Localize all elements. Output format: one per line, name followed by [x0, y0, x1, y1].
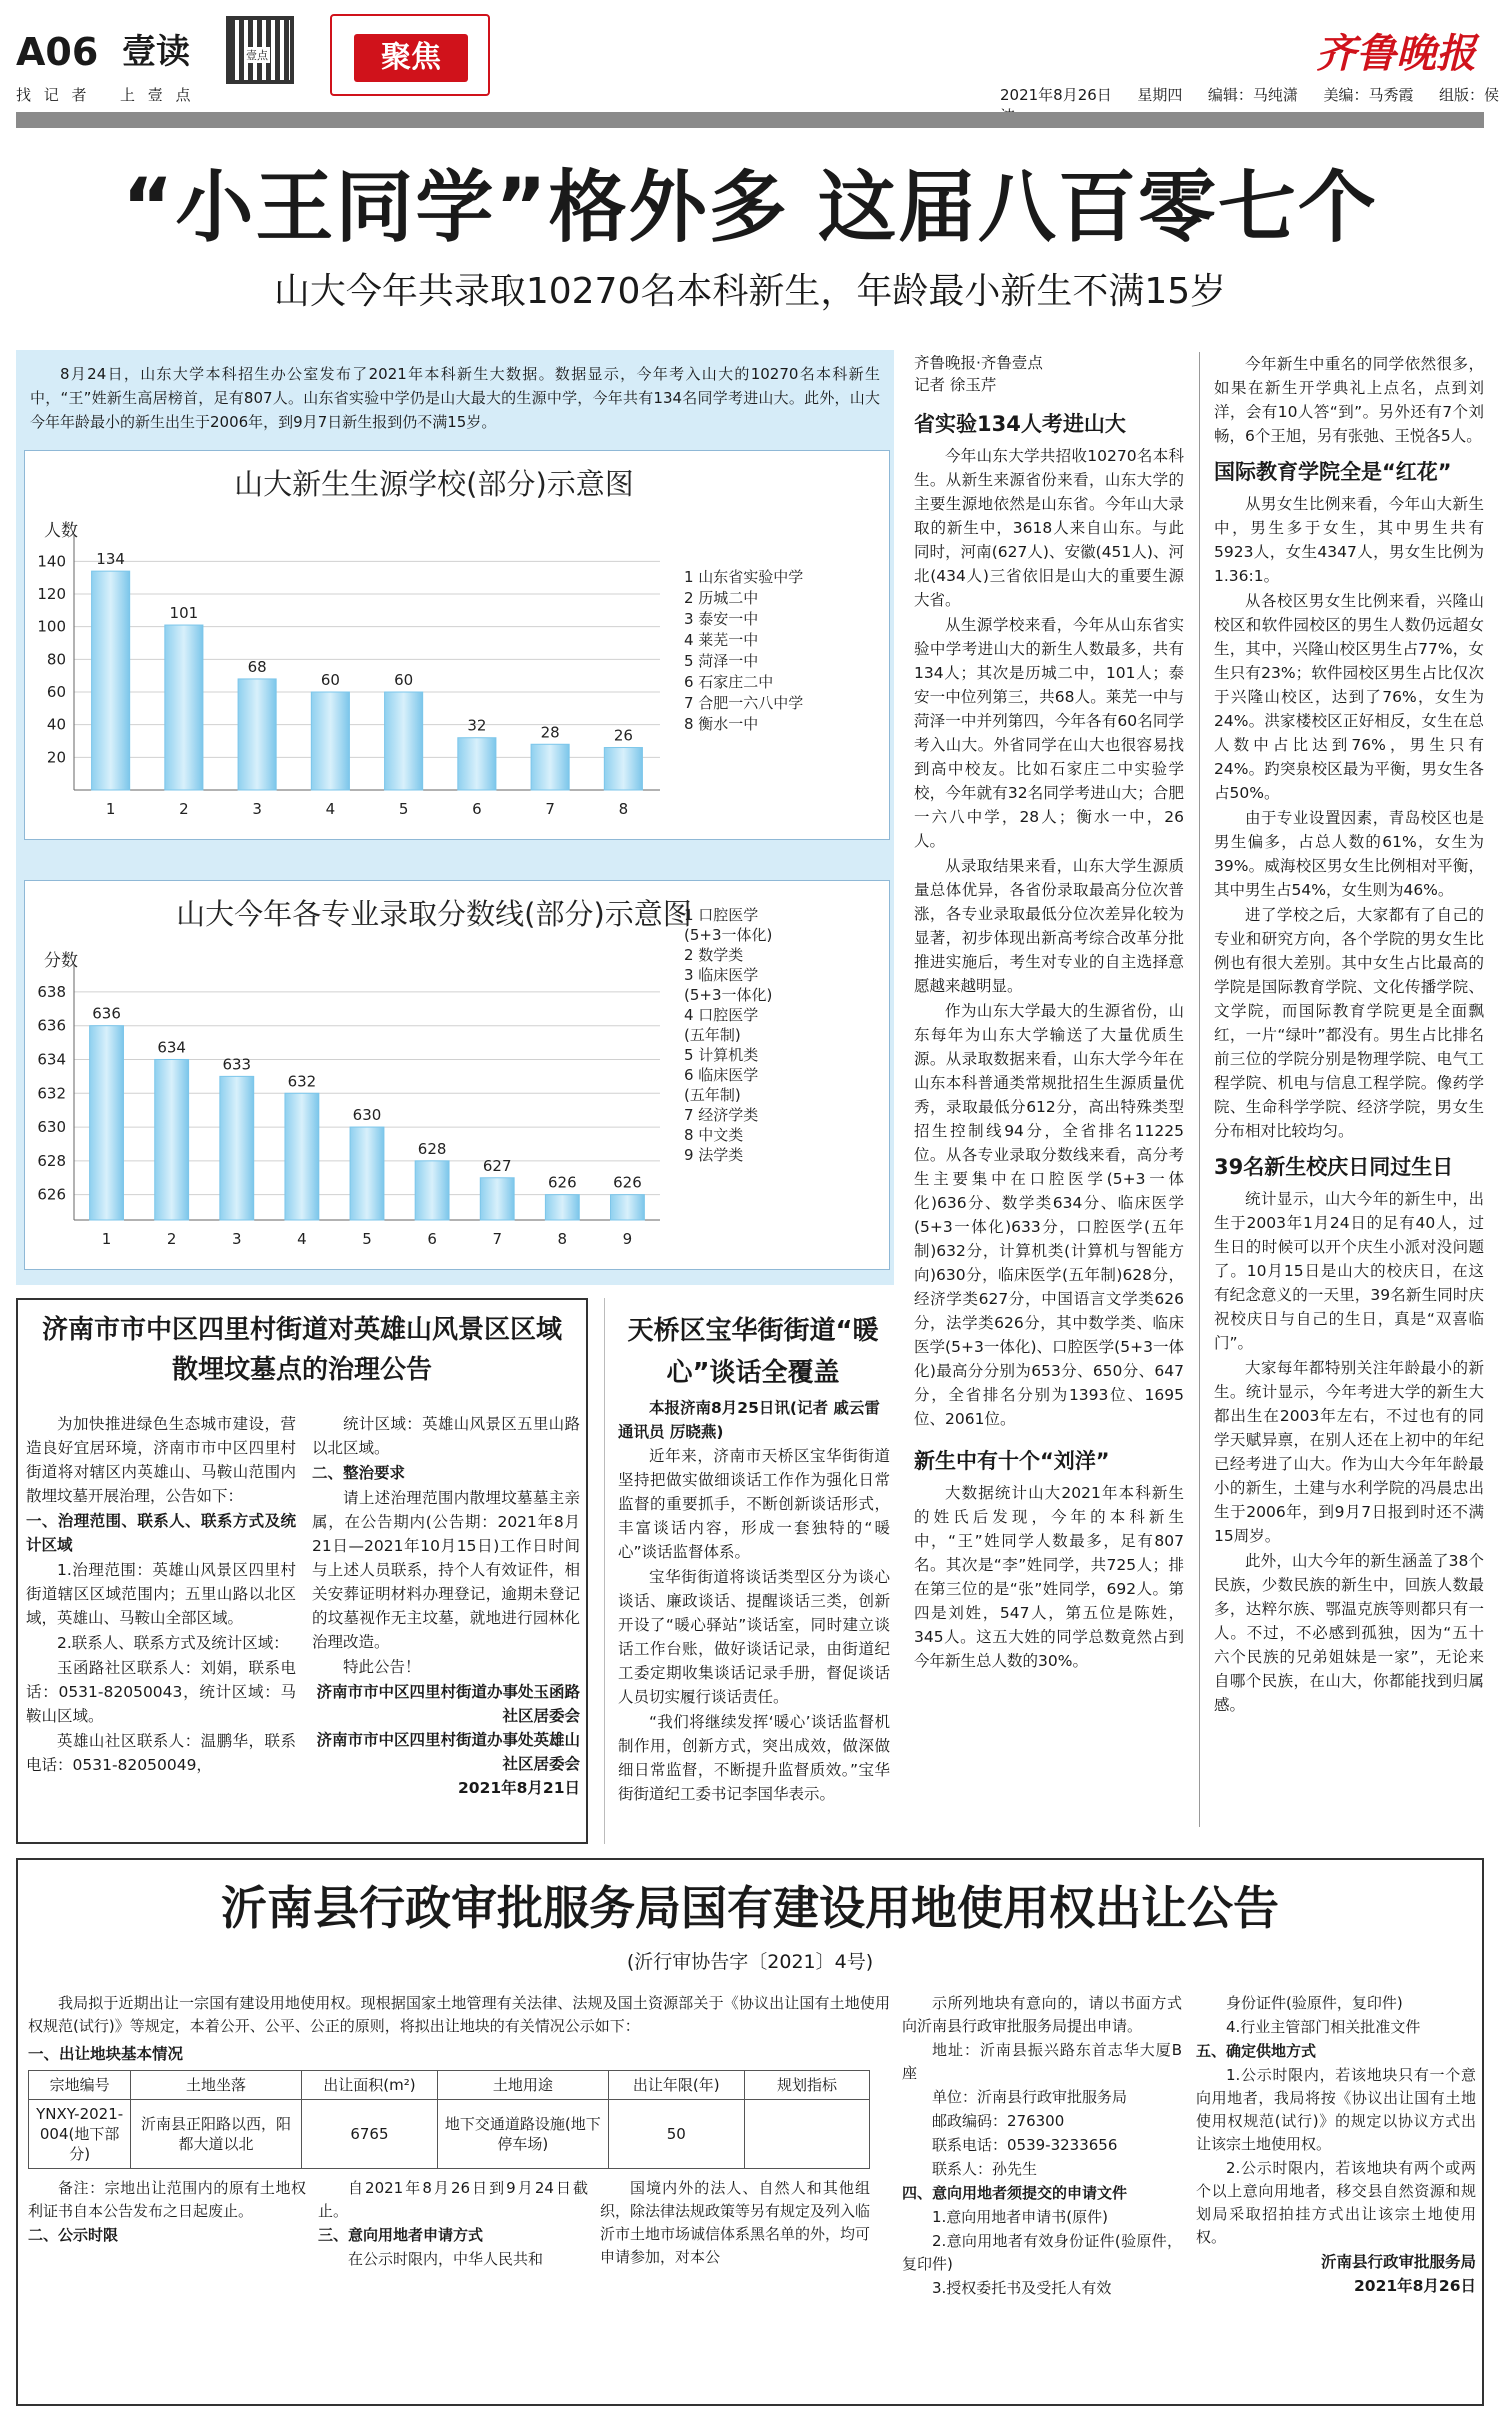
paragraph: 一、治理范围、联系人、联系方式及统计区域	[26, 1512, 296, 1554]
paragraph: 4.行业主管部门相关批准文件	[1226, 2018, 1421, 2036]
headline: “小王同学”格外多 这届八百零七个	[122, 163, 1378, 253]
paragraph: 地址：沂南县振兴路东首志华大厦B座	[902, 2041, 1182, 2082]
notice2-col-5	[1196, 1992, 1476, 2402]
x-tick-label: 8	[557, 1230, 568, 1248]
x-tick-label: 5	[362, 1230, 372, 1248]
header-tagline-right: 上 壹 点	[120, 86, 195, 104]
paragraph: 从录取结果来看，山东大学生源质量总体优异，各省份录取最高分位次普涨，各专业录取最低分位次差异化较为显著，初步体现出新高考综合改革分批推进实施后，考生对专业的自主选择意愿越来越明显。	[914, 857, 1184, 995]
paragraph: 联系人：孙先生	[932, 2160, 1038, 2178]
bar	[611, 1195, 645, 1220]
bar	[165, 625, 203, 790]
data-label: 26	[613, 726, 633, 745]
notice2-sec1: 一、出让地块基本情况	[28, 2045, 184, 2063]
table-cell: YNXY-2021-004(地下部分)	[29, 2100, 131, 2169]
subhead-3: 国际教育学院全是“红花”	[1214, 460, 1452, 484]
subhead-4: 39名新生校庆日同过生日	[1214, 1155, 1454, 1179]
paragraph: 示所列地块有意向的，请以书面方式向沂南县行政审批服务局提出申请。	[902, 1994, 1182, 2035]
data-label: 626	[613, 1173, 642, 1192]
article-col2-body-b	[914, 1481, 1184, 1673]
y-tick-label: 40	[46, 715, 66, 734]
y-tick-label: 630	[37, 1118, 66, 1137]
x-tick-label: 9	[622, 1230, 633, 1248]
column-rule	[1199, 352, 1200, 1827]
x-tick-label: 5	[398, 800, 409, 818]
data-label: 633	[222, 1055, 252, 1074]
legend-item: (5+3一体化)	[684, 986, 773, 1004]
paragraph: 此外，山大今年的新生涵盖了38个民族，少数民族的新生中，回族人数最多，达粹尔族、鄂温克族等则都只有一人。不过，不必感到孤独，因为“五十六个民族的兄弟姐妹是一家”，无论来自哪个民族，在山大，你都能找到归属感。	[1214, 1552, 1484, 1714]
legend-item: 1 山东省实验中学	[684, 568, 804, 586]
table-header-cell: 宗地编号	[29, 2071, 131, 2100]
data-label: 634	[157, 1038, 186, 1057]
issue-date: 2021年8月26日	[1000, 86, 1112, 104]
x-tick-label: 2	[179, 800, 189, 818]
paragraph: 邮政编码：276300	[932, 2112, 1065, 2130]
data-label: 60	[320, 671, 340, 689]
lead-paragraph: 8月24日，山东大学本科招生办公室发布了2021年本科新生大数据。数据显示，今年考入山大的10270名本科新生中，“王”姓新生高居榜首，足有807人。山东省实验中学仍是山大最大的生源中学，今年共有134名同学考进山大。此外，山大今年年龄最小的新生出生于2006年，到9月7日新生报到仍不满15岁。	[30, 365, 880, 431]
bar	[92, 571, 130, 790]
y-tick-label: 20	[46, 748, 66, 767]
notice1-col2-body	[312, 1412, 580, 1679]
notice2-col5-body	[1196, 1992, 1476, 2249]
bar	[350, 1127, 384, 1220]
y-tick-label: 60	[46, 683, 66, 701]
table-header-cell: 规划指标	[744, 2071, 869, 2100]
data-label: 627	[482, 1156, 512, 1175]
x-tick-label: 3	[252, 800, 262, 818]
legend-item: (5+3一体化)	[684, 926, 773, 944]
notice2-after-table	[28, 2177, 306, 2272]
table-cell: 50	[608, 2100, 744, 2169]
chart-major-scores	[24, 880, 890, 1270]
table-header-cell: 出让年限(年)	[608, 2071, 744, 2100]
section-badge	[330, 14, 490, 96]
paragraph: 请上述治理范围内散埋坟墓墓主亲属，在公告期内(公告期：2021年8月21日—2021年10月15日)工作日时间与上述人员联系，持个人有效证件，相关安葬证明材料办理登记，逾期未登记的坟墓视作无主坟墓，就地进行园林化治理改造。	[312, 1489, 580, 1651]
notice2-col-3	[600, 2177, 870, 2272]
paragraph: 由于专业设置因素，青岛校区也是男生偏多，占总人数的61%，女生为39%。威海校区男女生比例相对平衡，其中男生占54%，女生则为46%。	[1214, 809, 1484, 899]
notice2-col-1	[28, 1992, 890, 2402]
notice1-col-2	[312, 1412, 580, 1837]
paragraph: 作为山东大学最大的生源省份，山东每年为山东大学输送了大量优质生源。从录取数据来看，山东大学今年在山东本科普通类常规批招生生源质量优秀，录取最低分612分，高出特殊类型招生控制线94分，全省排名11225位。从各专业录取分数线来看，高分考生主要集中在口腔医学(5+3一体化)636分、数学类634分、临床医学(5+3一体化)633分，口腔医学(五年制)632分，计算机类(计算机与智能方向)630分，临床医学(五年制)628分，经济学类627分，中国语言文学类626分，法学类626分，其中数学类、临床医学(5+3一体化)、口腔医学(5+3一体化)最高分分别为653分、650分、647分，全省排名分别为1393位、1695位、2061位。	[914, 1002, 1184, 1428]
paragraph: 二、公示时限	[28, 2226, 119, 2244]
paragraph: 在公示时限内，中华人民共和	[348, 2250, 544, 2268]
notice2-signer: 沂南县行政审批服务局	[1320, 2253, 1476, 2271]
paragraph: 联系电话：0539-3233656	[932, 2136, 1118, 2154]
notice1-title: 济南市市中区四里村街道对英雄山风景区区域散埋坟墓点的治理公告	[41, 1315, 562, 1385]
legend-item: 7 合肥一六八中学	[684, 694, 804, 712]
paragraph: 备注：宗地出让范围内的原有土地权利证书自本公告发布之日起废止。	[28, 2179, 306, 2220]
paragraph: 大家每年都特别关注年龄最小的新生。统计显示，今年考进大学的新生大都出生在2003年左右，不过也有的同学天赋异禀，在别人还在上初中的年纪已经考进了山大。作为山大今年年龄最小的新生，土建与水利学院的冯晨忠出生于2006年，到9月7日报到时还不满15周岁。	[1214, 1359, 1484, 1545]
paragraph: 三、意向用地者申请方式	[318, 2226, 484, 2244]
paragraph: 2.公示时限内，若该地块有两个或两个以上意向用地者，移交县自然资源和规划局采取招拍挂方式出让该宗土地使用权。	[1196, 2159, 1476, 2246]
bar	[458, 738, 496, 790]
bar	[415, 1161, 449, 1220]
table-header-cell: 土地用途	[438, 2071, 608, 2100]
legend-item: 5 计算机类	[684, 1046, 759, 1064]
notice2-doc-no: (沂行审协告字〔2021〕4号)	[626, 1951, 874, 1973]
y-axis-label: 分数	[44, 951, 78, 971]
legend-item: 9 法学类	[684, 1146, 744, 1164]
paragraph: 从生源学校来看，今年从山东省实验中学考进山大的新生人数最多，共有134人；其次是历城二中，101人；泰安一中位列第三，共68人。莱芜一中与菏泽一中并列第四，今年各有60名同学考入山大。外省同学在山大也很容易找到高中校友。比如石家庄二中实验学校，今年就有32名同学考进山大；合肥一六八中学，28人；衡水一中，26人。	[914, 616, 1184, 850]
table-cell: 沂南县正阳路以西，阳都大道以北	[131, 2100, 301, 2169]
data-label: 630	[352, 1106, 382, 1125]
news2-body	[618, 1396, 890, 1841]
bar	[531, 744, 569, 790]
paragraph: 今年山东大学共招收10270名本科生。从新生来源省份来看，山东大学的主要生源地依然是山东省。今年山大录取的新生中，3618人来自山东。与此同时，河南(627人)、安徽(451人)、河北(434人)三省依旧是山大的重要生源大省。	[914, 447, 1184, 609]
legend-item: 4 莱芜一中	[684, 631, 759, 649]
x-tick-label: 6	[472, 800, 482, 818]
article-col-3	[1214, 352, 1484, 1827]
notice2-date: 2021年8月26日	[1354, 2277, 1476, 2295]
notice1-date: 2021年8月21日	[458, 1779, 580, 1797]
table-header-cell: 出让面积(m²)	[301, 2071, 437, 2100]
bar	[480, 1178, 514, 1220]
y-tick-label: 80	[46, 650, 66, 669]
bar	[220, 1076, 254, 1220]
news2-title: 天桥区宝华街街道“暖心”谈话全覆盖	[627, 1316, 879, 1388]
paragraph: 特此公告！	[343, 1658, 421, 1676]
land-table-header	[29, 2071, 870, 2100]
editor-credit: 编辑：马纯潇	[1207, 86, 1298, 104]
table-header-cell: 土地坐落	[131, 2071, 301, 2100]
article-col-2	[914, 352, 1184, 1827]
x-tick-label: 6	[427, 1230, 437, 1248]
table-row	[29, 2100, 870, 2169]
header-rule	[16, 112, 1484, 128]
legend-item: 3 临床医学	[684, 966, 759, 984]
paragraph: 五、确定供地方式	[1196, 2042, 1317, 2060]
bar	[238, 679, 276, 790]
y-tick-label: 140	[37, 552, 66, 571]
data-label: 32	[467, 716, 487, 735]
legend-item: 6 石家庄二中	[684, 673, 774, 691]
legend-item: 2 历城二中	[684, 589, 759, 607]
weekday: 星期四	[1137, 86, 1183, 104]
x-tick-label: 2	[166, 1230, 177, 1248]
byline: 齐鲁晚报·齐鲁壹点 记者 徐玉芹	[914, 354, 1043, 394]
chart-title: 山大新生生源学校(部分)示意图	[234, 467, 634, 501]
paragraph: 2.联系人、联系方式及统计区域：	[57, 1634, 289, 1652]
paragraph: 统计区域：英雄山风景区五里山路以北区域。	[312, 1415, 580, 1457]
paragraph: 1.治理范围：英雄山风景区四里村街道辖区区域范围内；五里山路以北区域，英雄山、马鞍山全部区域。	[26, 1561, 296, 1627]
bar	[385, 692, 423, 790]
notice1-signer-2: 济南市市中区四里村街道办事处英雄山社区居委会	[316, 1731, 580, 1773]
x-tick-label: 1	[105, 800, 116, 818]
bar	[155, 1059, 189, 1220]
article-col2-body	[914, 444, 1184, 1431]
paragraph: 3.授权委托书及受托人有效	[932, 2279, 1112, 2297]
paragraph: 玉函路社区联系人：刘娟，联系电话：0531-82050043，统计区域：马鞍山区域。	[26, 1659, 296, 1725]
data-label: 101	[169, 604, 199, 623]
y-tick-label: 636	[37, 1016, 66, 1035]
table-cell: 6765	[301, 2100, 437, 2169]
legend-item: 8 中文类	[684, 1126, 744, 1144]
notice2-intro: 我局拟于近期出让一宗国有建设用地使用权。现根据国家土地管理有关法律、法规及国土资源部关于《协议出让国有土地使用权规范(试行)》等规定，本着公开、公平、公正的原则，将拟出让地块的有关情况公示如下：	[28, 1994, 890, 2035]
notice2-col-4	[902, 1992, 1182, 2402]
subhead-1: 省实验134人考进山大	[914, 412, 1126, 436]
page-number: A06	[16, 30, 99, 74]
paragraph: 英雄山社区联系人：温鹏华，联系电话：0531-82050049，	[26, 1732, 296, 1774]
paragraph: 进了学校之后，大家都有了自己的专业和研究方向，各个学院的男女生比例也有很大差别。其中女生占比最高的学院是国际教育学院、文化传播学院、文学院，而国际教育学院更是全面飘红，一片“绿叶”都没有。男生占比排名前三位的学院分别是物理学院、电气工程学院、机电与信息工程学院。像药学院、生命科学学院、经济学院，男女生分布相对比较均匀。	[1214, 906, 1484, 1140]
x-tick-label: 8	[618, 800, 629, 818]
paragraph: 从男女生比例来看，今年山大新生中，男生多于女生，其中男生共有5923人，女生4347人，男女生比例为1.36:1。	[1214, 495, 1484, 585]
news2-byline: 本报济南8月25日讯(记者 戚云雷 通讯员 厉晓燕)	[618, 1399, 880, 1441]
notice2-title: 沂南县行政审批服务局国有建设用地使用权出让公告	[221, 1881, 1279, 1935]
y-tick-label: 638	[37, 982, 66, 1001]
bar	[311, 692, 349, 790]
bar	[545, 1195, 579, 1220]
y-tick-label: 120	[37, 585, 66, 603]
subhead-2: 新生中有十个“刘洋”	[914, 1449, 1110, 1473]
x-tick-label: 4	[325, 800, 336, 818]
bar	[604, 748, 642, 790]
article-col3-body-b	[1214, 492, 1484, 1143]
legend-item: 7 经济学类	[684, 1106, 759, 1124]
legend-item: 4 口腔医学	[684, 1006, 759, 1024]
paragraph: 国境内外的法人、自然人和其他组织，除法律法规政策等另有规定及列入临沂市土地市场诚信体系黑名单的外，均可申请参加，对本公	[600, 2179, 871, 2266]
article-col3-body-c	[1214, 1187, 1484, 1717]
notice2-col-2	[318, 2177, 588, 2272]
sub-headline: 山大今年共录取10270名本科新生，年龄最小新生不满15岁	[273, 271, 1227, 312]
x-tick-label: 1	[101, 1230, 112, 1248]
data-label: 68	[247, 657, 267, 676]
news2-paragraphs	[618, 1444, 890, 1806]
paragraph: 近年来，济南市天桥区宝华街街道坚持把做实做细谈话工作作为强化日常监督的重要抓手，不断创新谈话形式，丰富谈话内容，形成一套独特的“暖心”谈话监督体系。	[618, 1447, 890, 1561]
data-label: 28	[540, 723, 560, 742]
y-tick-label: 634	[37, 1050, 66, 1069]
x-tick-label: 7	[545, 800, 555, 818]
header-tagline-left: 找 记 者	[16, 86, 91, 104]
paragraph: 为加快推进绿色生态城市建设，营造良好宜居环境，济南市市中区四里村街道将对辖区内英雄山、马鞍山范围内散埋坟墓开展治理，公告如下：	[26, 1415, 296, 1505]
land-table	[28, 2070, 870, 2169]
section-name: 壹读	[122, 32, 190, 72]
chart-background	[24, 450, 890, 840]
legend-item: 3 泰安一中	[684, 610, 759, 628]
legend-item: 1 口腔医学	[684, 906, 759, 924]
proof-credit: 组版：侯	[1439, 86, 1500, 104]
x-tick-label: 4	[297, 1230, 307, 1248]
y-tick-label: 632	[37, 1084, 66, 1103]
chart-source-schools	[24, 450, 890, 840]
table-cell	[744, 2100, 869, 2169]
paragraph: 2.意向用地者有效身份证件(验原件，复印件)	[902, 2232, 1182, 2273]
paragraph: 四、意向用地者须提交的申请文件	[902, 2184, 1128, 2202]
qr-caption: 壹点	[246, 49, 268, 62]
paragraph: 自2021年8月26日到9月24日截止。	[318, 2179, 588, 2220]
legend-item: 5 菏泽一中	[684, 652, 759, 670]
bar	[90, 1026, 124, 1220]
legend-item: 8 衡水一中	[684, 715, 759, 733]
data-label: 60	[394, 671, 414, 689]
newspaper-logo: 齐鲁晚报	[1316, 30, 1476, 77]
x-tick-label: 3	[232, 1230, 242, 1248]
paragraph: 今年新生中重名的同学依然很多，如果在新生开学典礼上点名，点到刘洋，会有10人答“到”。另外还有7个刘畅，6个王旭，另有张弛、王悦各5人。	[1214, 355, 1484, 445]
data-label: 632	[287, 1072, 317, 1091]
data-label: 134	[96, 550, 125, 569]
paragraph: 身份证件(验原件，复印件)	[1226, 1994, 1403, 2012]
paragraph: 统计显示，山大今年的新生中，出生于2003年1月24日的足有40人，过生日的时候可以开个庆生小派对没问题了。10月15日是山大的校庆日，在这有纪念意义的一天里，39名新生同时庆祝校庆日与自己的生日，真是“双喜临门”。	[1214, 1190, 1484, 1352]
data-label: 636	[92, 1004, 121, 1023]
notice1-col-1	[26, 1412, 296, 1837]
chart-title: 山大今年各专业录取分数线(部分)示意图	[176, 897, 692, 931]
paragraph: 从各校区男女生比例来看，兴隆山校区和软件园校区的男生人数仍远超女生，其中，兴隆山校区男生占77%，女生只有23%；软件园校区男生占比仅次于兴隆山校区，达到了76%，女生为24%。洪家楼校区正好相反，女生在总人数中占比达到76%，男生只有24%。趵突泉校区最为平衡，男女生各占50%。	[1214, 592, 1484, 802]
legend-item: 2 数学类	[684, 946, 744, 964]
paragraph: 单位：沂南县行政审批服务局	[932, 2088, 1128, 2106]
paragraph: 宝华街街道将谈话类型区分为谈心谈话、廉政谈话、提醒谈话三类，创新开设了“暖心驿站”谈话室，同时建立谈话工作台账，做好谈话记录，由街道纪工委定期收集谈话记录手册，督促谈话人员切实履行谈话责任。	[618, 1568, 890, 1706]
paragraph: 1.公示时限内，若该地块只有一个意向用地者，我局将按《协议出让国有土地使用权规范(试行)》的规定以协议方式出让该宗土地使用权。	[1196, 2066, 1476, 2153]
legend-item: (五年制)	[684, 1086, 741, 1104]
article-col3-body-a	[1214, 352, 1484, 448]
y-tick-label: 100	[37, 617, 66, 636]
paragraph: 1.意向用地者申请书(原件)	[932, 2208, 1109, 2226]
paragraph: 大数据统计山大2021年本科新生的姓氏后发现，今年的本科新生中，“王”姓同学人数最多，足有807名。其次是“李”姓同学，共725人；排在第三位的是“张”姓同学，692人。第四是刘姓，547人，第五位是陈姓，345人。这五大姓的同学总数竟然占到今年新生总人数的30%。	[914, 1484, 1184, 1670]
section-badge-label: 聚焦	[354, 34, 468, 82]
y-axis-label: 人数	[44, 521, 78, 541]
designer-credit: 美编：马秀霞	[1323, 86, 1414, 104]
paragraph: “我们将继续发挥‘暖心’谈话监督机制作用，创新方式，突出成效，做深做细日常监督，不断提升监督质效。”宝华街街道纪工委书记李国华表示。	[618, 1713, 890, 1803]
legend-item: (五年制)	[684, 1026, 741, 1044]
legend-item: 6 临床医学	[684, 1066, 759, 1084]
data-label: 628	[417, 1139, 447, 1158]
bar	[285, 1093, 319, 1220]
paragraph: 二、整治要求	[312, 1464, 406, 1482]
column-rule-2	[604, 1298, 605, 1844]
y-tick-label: 626	[37, 1185, 66, 1204]
data-label: 626	[548, 1173, 577, 1192]
y-tick-label: 628	[37, 1151, 66, 1170]
table-cell: 地下交通道路设施(地下停车场)	[438, 2100, 608, 2169]
notice1-signer-1: 济南市市中区四里村街道办事处玉函路社区居委会	[316, 1683, 580, 1725]
x-tick-label: 7	[492, 1230, 502, 1248]
